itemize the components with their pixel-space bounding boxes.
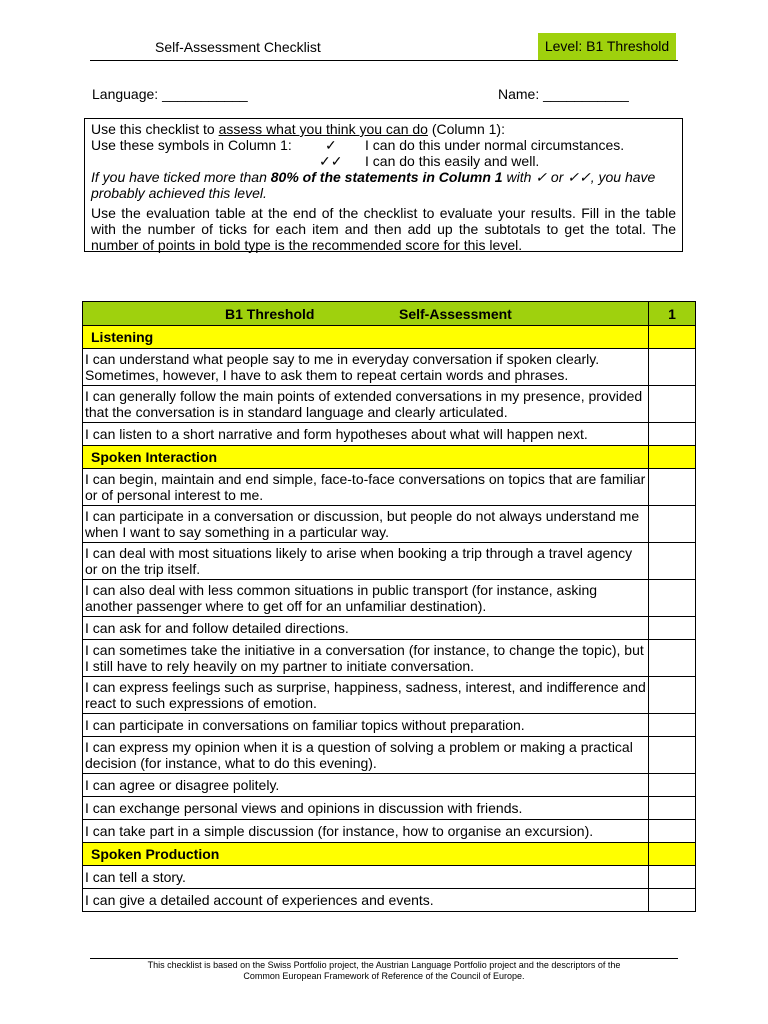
table-row — [83, 349, 696, 386]
level-badge: Level: B1 Threshold — [538, 33, 676, 60]
instructions-achievement-note: If you have ticked more than 80% of the statements in Column 1 with ✓ or ✓✓, you have probably achieved this level. — [91, 169, 656, 201]
section-row — [83, 326, 696, 349]
statement-text: I can give a detailed account of experiences and events. — [83, 889, 649, 912]
section-row — [83, 843, 696, 866]
statement-text: I can sometimes take the initiative in a conversation (for instance, to change the topic), but I still have to rely heavily on my partner to initiate conversation. — [83, 640, 649, 677]
table-header-level: B1 Threshold — [225, 306, 315, 322]
footer-divider — [90, 958, 678, 959]
document-title: Self-Assessment Checklist — [155, 39, 321, 55]
language-field[interactable]: Language: ___________ — [92, 86, 248, 102]
tick-box[interactable] — [649, 617, 696, 640]
table-header-column-1: 1 — [649, 302, 696, 326]
table-row — [83, 423, 696, 446]
tick-box[interactable] — [649, 714, 696, 737]
table-row — [83, 580, 696, 617]
table-row — [83, 737, 696, 774]
instructions-box — [84, 118, 683, 252]
statement-text: I can express my opinion when it is a question of solving a problem or making a practical decision (for instance, what to do this evening). — [83, 737, 649, 774]
table-row — [83, 617, 696, 640]
section-row — [83, 446, 696, 469]
tick-box[interactable] — [649, 889, 696, 912]
statement-text: I can understand what people say to me in everyday conversation if spoken clearly. Sometimes, however, I have to ask them to repeat certain words and phrases. — [83, 349, 649, 386]
statement-text: I can participate in a conversation or discussion, but people do not always understand me when I want to say something in a particular way. — [83, 506, 649, 543]
double-check-icon: ✓✓ — [319, 153, 343, 169]
single-check-icon: ✓ — [325, 137, 337, 153]
tick-box[interactable] — [649, 866, 696, 889]
statement-text: I can exchange personal views and opinions in discussion with friends. — [83, 797, 649, 820]
table-row — [83, 797, 696, 820]
instructions-line1: Use this checklist to assess what you think you can do (Column 1): — [91, 121, 505, 137]
section-label: Spoken Interaction — [83, 446, 649, 469]
tick-box[interactable] — [649, 506, 696, 543]
table-row — [83, 866, 696, 889]
statement-text: I can participate in conversations on familiar topics without preparation. — [83, 714, 649, 737]
statement-text: I can deal with most situations likely to arise when booking a trip through a travel agency or on the trip itself. — [83, 543, 649, 580]
instructions-evaluation: Use the evaluation table at the end of the checklist to evaluate your results. Fill in the table with the number of ticks for each item and then add up the subtotals to get the total. The number of points in bold type is the recommended score for this level. — [91, 205, 676, 253]
statement-text: I can ask for and follow detailed directions. — [83, 617, 649, 640]
name-field[interactable]: Name: ___________ — [498, 86, 629, 102]
self-assessment-table — [82, 301, 696, 912]
tick-box[interactable] — [649, 580, 696, 617]
table-row — [83, 677, 696, 714]
tick-box[interactable] — [649, 349, 696, 386]
tick-box[interactable] — [649, 677, 696, 714]
table-row — [83, 820, 696, 843]
statement-text: I can also deal with less common situations in public transport (for instance, asking another passenger where to get off for an unfamiliar destination). — [83, 580, 649, 617]
tick-box[interactable] — [649, 543, 696, 580]
statement-text: I can generally follow the main points of extended conversations in my presence, provided that the conversation is in standard language and clearly articulated. — [83, 386, 649, 423]
tick-box[interactable] — [649, 797, 696, 820]
tick-box[interactable] — [649, 386, 696, 423]
table-row — [83, 469, 696, 506]
statement-text: I can express feelings such as surprise, happiness, sadness, interest, and indifference and react to such expressions of emotion. — [83, 677, 649, 714]
statement-text: I can begin, maintain and end simple, face-to-face conversations on topics that are familiar or of personal interest to me. — [83, 469, 649, 506]
statement-text: I can take part in a simple discussion (for instance, how to organise an excursion). — [83, 820, 649, 843]
section-tick-cell — [649, 843, 696, 866]
table-row — [83, 386, 696, 423]
table-header-row — [83, 302, 696, 326]
statement-text: I can listen to a short narrative and form hypotheses about what will happen next. — [83, 423, 649, 446]
section-label: Spoken Production — [83, 843, 649, 866]
table-header-title: Self-Assessment — [399, 306, 512, 322]
tick-box[interactable] — [649, 774, 696, 797]
footer-note: This checklist is based on the Swiss Portfolio project, the Austrian Language Portfolio project and the descriptors of the Common European Framework of Reference of the Council of Europe. — [147, 960, 621, 981]
statement-text: I can tell a story. — [83, 866, 649, 889]
table-row — [83, 506, 696, 543]
table-row — [83, 543, 696, 580]
table-row — [83, 714, 696, 737]
section-label: Listening — [83, 326, 649, 349]
tick-box[interactable] — [649, 640, 696, 677]
tick-box[interactable] — [649, 820, 696, 843]
single-check-icon: ✓ — [535, 169, 548, 185]
tick-box[interactable] — [649, 737, 696, 774]
statement-text: I can agree or disagree politely. — [83, 774, 649, 797]
section-tick-cell — [649, 326, 696, 349]
table-row — [83, 640, 696, 677]
table-row — [83, 774, 696, 797]
instructions-symbol-row-2: ✓✓ I can do this easily and well. — [319, 153, 540, 169]
section-tick-cell — [649, 446, 696, 469]
instructions-symbol-row-1: Use these symbols in Column 1: ✓ I can do this under normal circumstances. — [91, 137, 625, 153]
header-divider — [90, 60, 678, 61]
tick-box[interactable] — [649, 423, 696, 446]
double-check-icon: ✓✓ — [567, 169, 591, 185]
table-row — [83, 889, 696, 912]
tick-box[interactable] — [649, 469, 696, 506]
